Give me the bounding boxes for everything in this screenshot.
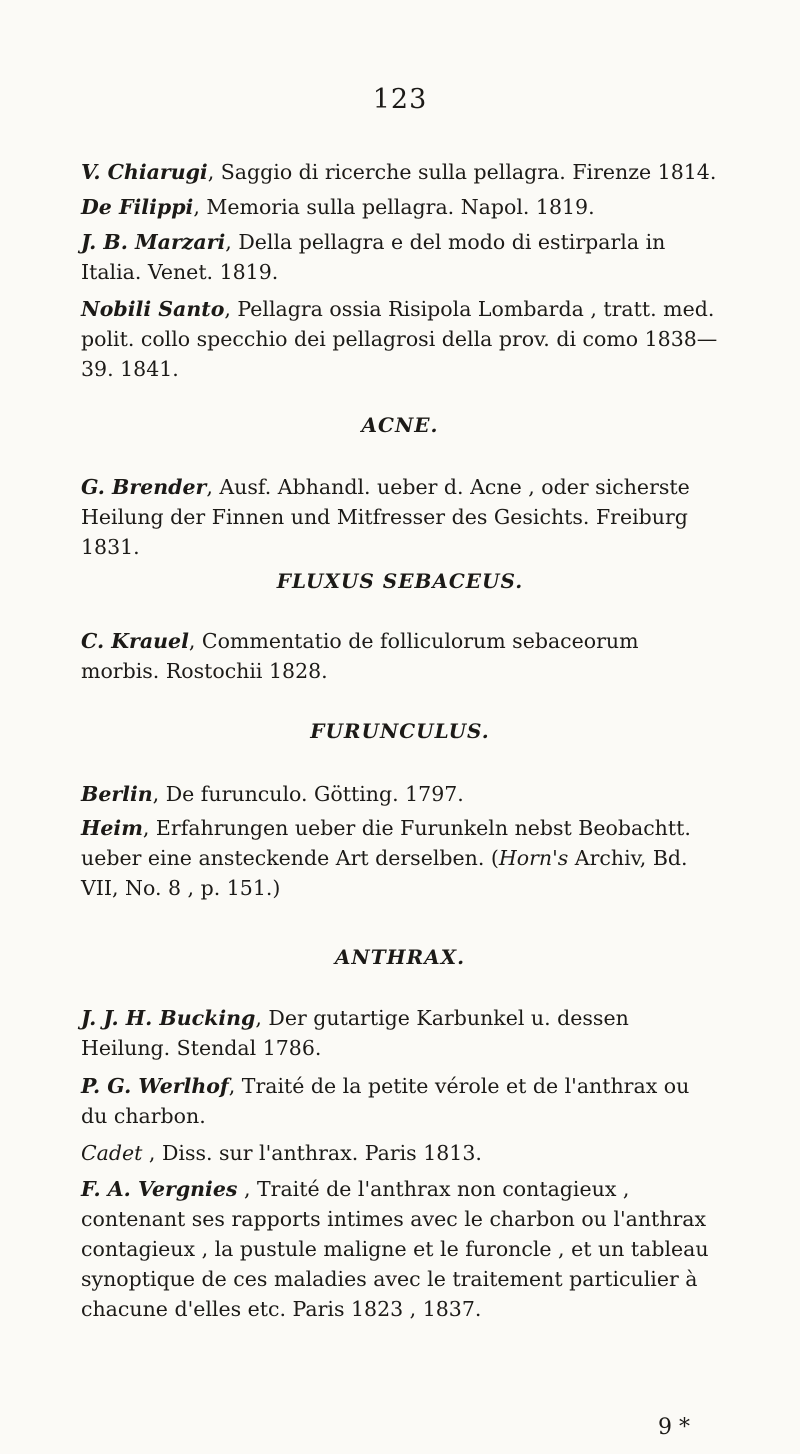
entry-author: C. Krauel xyxy=(81,629,189,653)
bib-entry-berlin xyxy=(81,779,721,809)
bib-entry-heim xyxy=(81,813,721,903)
entry-text: , Memoria sulla pellagra. Napol. 1819. xyxy=(193,195,595,219)
signature-mark: 9 * xyxy=(658,1415,690,1440)
entry-text: , Erfahrungen ueber die Furunkeln nebst Beobachtt. ueber eine ansteckende Art derselben. ( xyxy=(81,816,691,870)
bib-entry-marzari xyxy=(81,227,721,287)
entry-author: P. G. Werlhof xyxy=(81,1074,229,1098)
entry-author: V. Chiarugi xyxy=(81,160,208,184)
entry-journal: Horn's xyxy=(498,846,569,870)
entry-text: , Commentatio de folliculorum sebaceorum morbis. Rostochii 1828. xyxy=(81,629,639,683)
entry-text: , Pellagra ossia Risipola Lombarda , tratt. med. polit. collo specchio dei pellagrosi della prov. di como 1838—39. 1841. xyxy=(81,297,718,381)
entry-text: , De furunculo. Götting. 1797. xyxy=(152,782,464,806)
entry-text: Archiv, Bd. VII, No. 8 , p. 151.) xyxy=(81,846,688,900)
section-heading-furunculus: FURUNCULUS. xyxy=(310,719,490,743)
entry-author: Cadet xyxy=(81,1141,143,1165)
bib-entry-bucking xyxy=(81,1003,721,1063)
entry-text: , Diss. sur l'anthrax. Paris 1813. xyxy=(142,1141,482,1165)
bib-entry-nobili xyxy=(81,294,721,384)
entry-author: G. Brender xyxy=(81,475,207,499)
bib-entry-chiarugi xyxy=(81,157,721,187)
bib-entry-brender xyxy=(81,472,721,562)
entry-text: , Saggio di ricerche sulla pellagra. Firenze 1814. xyxy=(207,160,717,184)
bib-entry-vergnies xyxy=(81,1174,721,1324)
entry-text: , Della pellagra e del modo di estirparla in Italia. Venet. 1819. xyxy=(81,230,666,284)
entry-text: , Ausf. Abhandl. ueber d. Acne , oder sicherste Heilung der Finnen und Mitfresser des Gesichts. Freiburg 1831. xyxy=(81,475,690,559)
section-heading-anthrax: ANTHRAX. xyxy=(334,945,466,969)
section-heading-acne: ACNE. xyxy=(361,413,439,437)
bib-entry-krauel xyxy=(81,626,721,686)
entry-author: De Filippi xyxy=(81,195,194,219)
bib-entry-filippi xyxy=(81,192,721,222)
entry-text: , Traité de la petite vérole et de l'anthrax ou du charbon. xyxy=(81,1074,690,1128)
entry-author: Heim xyxy=(81,816,143,840)
section-heading-fluxus-sebaceus: FLUXUS SEBACEUS. xyxy=(276,569,524,593)
page-number: 123 xyxy=(372,84,428,115)
entry-text: , Traité de l'anthrax non contagieux , contenant ses rapports intimes avec le charbon ou l'anthrax contagieux , la pustule maligne et le furoncle , et un tableau synoptique de ces maladies avec le traitement particulier à chacune d'elles etc. Paris 1823 , 1837. xyxy=(81,1177,709,1321)
entry-text: , Der gutartige Karbunkel u. dessen Heilung. Stendal 1786. xyxy=(81,1006,629,1060)
entry-author: F. A. Vergnies xyxy=(81,1177,238,1201)
bib-entry-werlhof xyxy=(81,1071,721,1131)
entry-author: J. B. Marzari xyxy=(81,230,226,254)
entry-author: Berlin xyxy=(81,782,153,806)
bib-entry-cadet xyxy=(81,1138,721,1168)
entry-author: J. J. H. Bucking xyxy=(81,1006,256,1030)
entry-author: Nobili Santo xyxy=(81,297,225,321)
